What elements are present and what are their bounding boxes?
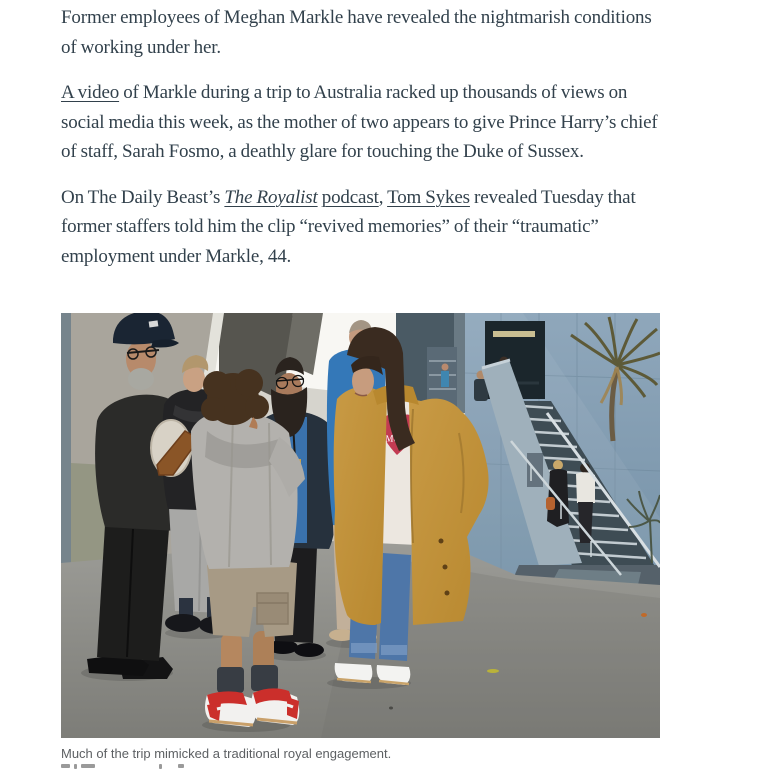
article-paragraphs bbox=[61, 3, 662, 271]
photo-illustration bbox=[61, 313, 660, 738]
text-segment: , bbox=[378, 186, 388, 208]
text-segment: revealed Tuesday that former staffers told him the clip “revived memories” of their “traumatic” employment under Markle, 44. bbox=[61, 186, 636, 267]
text-segment: Former employees of Meghan Markle have revealed the nightmarish conditions of working under her. bbox=[61, 7, 652, 58]
article-link[interactable]: podcast bbox=[321, 186, 379, 208]
article-body bbox=[61, 0, 662, 770]
article-image bbox=[61, 313, 660, 770]
photo-staircase bbox=[465, 313, 660, 593]
image-caption: Much of the trip mimicked a traditional royal engagement. bbox=[61, 746, 392, 761]
article-paragraph bbox=[61, 183, 662, 272]
text-segment: of Markle during a trip to Australia racked up thousands of views on social media this week, as the mother of two appears to give Prince Harry’s chief of staff, Sarah Fosmo, a deathly glare for touching the Duke of Sussex. bbox=[61, 82, 658, 162]
article-link[interactable]: Tom Sykes bbox=[387, 186, 470, 208]
text-segment: On The Daily Beast’s bbox=[61, 186, 225, 208]
article-paragraph bbox=[61, 78, 662, 167]
article-paragraph bbox=[61, 3, 662, 62]
article-link[interactable]: A video bbox=[61, 82, 120, 103]
article-link[interactable]: The Royalist bbox=[224, 186, 318, 208]
image-credit-cutoff bbox=[61, 764, 660, 770]
